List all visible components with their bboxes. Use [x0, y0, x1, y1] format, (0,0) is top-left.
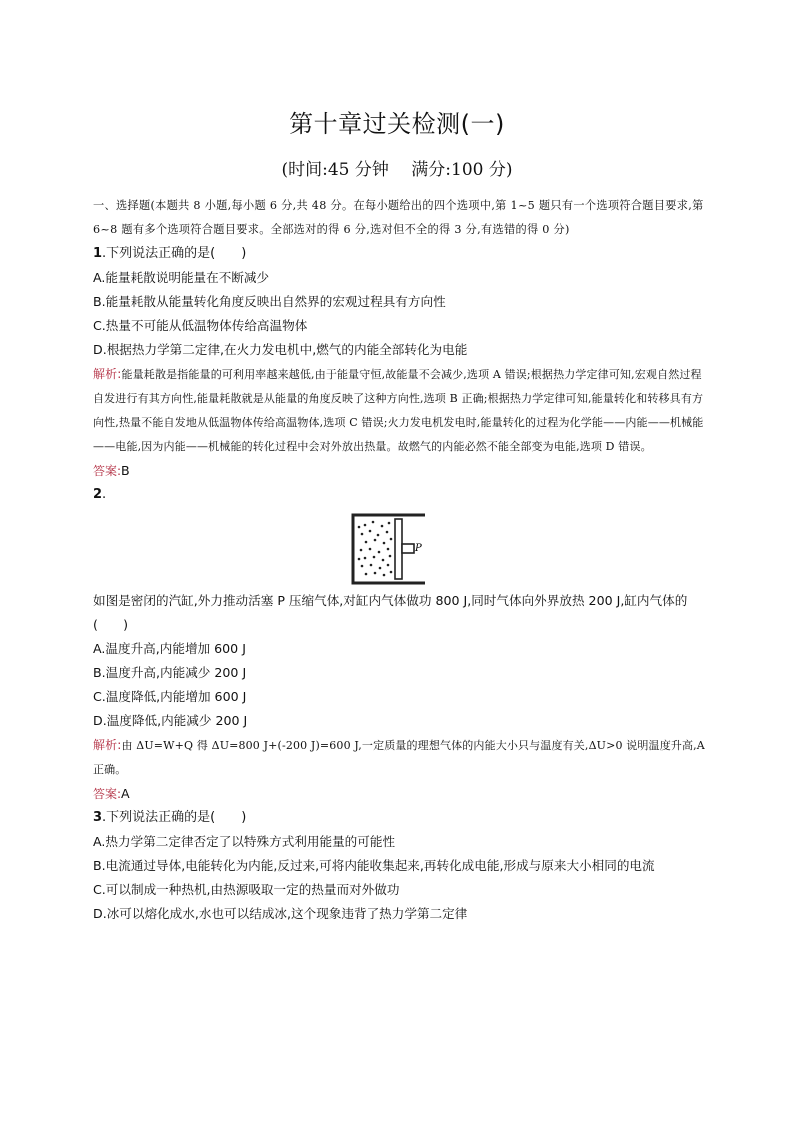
question-3-option-a: A.热力学第二定律否定了以特殊方式利用能量的可能性 — [93, 834, 396, 849]
question-3-number: 3 — [93, 810, 103, 825]
page-title: 第十章过关检测(一) — [289, 110, 505, 138]
document-body — [93, 194, 711, 926]
section-instructions: 一、选择题(本题共 8 小题,每小题 6 分,共 48 分。在每小题给出的四个选项中,第 1~5 题只有一个选项符合题目要求,第 6~8 题有多个选项符合题目要求。全部选对的得 6 分,选对但不全的得 3 分,有选错的得 0 分) — [93, 199, 704, 236]
question-1-text: .下列说法正确的是( ) — [102, 246, 247, 261]
question-1-option-d: D.根据热力学第二定律,在火力发电机中,燃气的内能全部转化为电能 — [93, 342, 468, 357]
explanation-text: 能量耗散是指能量的可利用率越来越低,由于能量守恒,故能量不会减少,选项 A 错误;根据热力学定律可知,宏观自然过程自发进行有其方向性,能量耗散就是从能量的角度反映了这种方向性,选项 B 正确;根据热力学定律可知,能量转化和转移具有方向性,热量不能自发地从低温物体传给高温物体,选项 C 错误;火力发电机发电时,能量转化的过程为化学能——内能——机械能——电能,因为内能——机械能的转化过程中会对外放出热量。故燃气的内能必然不能全部变为电能,选项 D 错误。 — [93, 368, 704, 453]
question-2-text: 如图是密闭的汽缸,外力推动活塞 P 压缩气体,对缸内气体做功 800 J,同时气体向外界放热 200 J,缸内气体的( ) — [93, 593, 688, 632]
question-2-option-b: B.温度升高,内能减少 200 J — [93, 665, 247, 680]
question-2-number: 2 — [93, 487, 103, 502]
page-subtitle: (时间:45 分钟 满分:100 分) — [281, 160, 513, 180]
question-2-option-c: C.温度降低,内能增加 600 J — [93, 689, 247, 704]
question-2 — [93, 483, 711, 806]
question-1-explanation — [93, 362, 711, 459]
question-3 — [93, 806, 711, 926]
question-3-option-c: C.可以制成一种热机,由热源吸取一定的热量而对外做功 — [93, 882, 400, 897]
cylinder-piston-diagram — [351, 513, 429, 585]
question-3-option-b: B.电流通过导体,电能转化为内能,反过来,可将内能收集起来,再转化成电能,形成与原来大小相同的电流 — [93, 858, 655, 873]
question-2-option-d: D.温度降低,内能减少 200 J — [93, 713, 248, 728]
piston-label: P — [415, 543, 422, 554]
question-1-option-c: C.热量不可能从低温物体传给高温物体 — [93, 318, 308, 333]
question-1-option-a: A.能量耗散说明能量在不断减少 — [93, 270, 270, 285]
answer-label: 答案: — [93, 787, 122, 801]
piston — [395, 519, 402, 579]
question-1-number: 1 — [93, 246, 103, 261]
question-2-option-a: A.温度升高,内能增加 600 J — [93, 641, 246, 656]
explanation-label: 解析: — [93, 738, 122, 752]
piston-rod — [402, 544, 414, 553]
explanation-label: 解析: — [93, 367, 122, 381]
question-2-explanation — [93, 733, 711, 782]
question-1-option-b: B.能量耗散从能量转化角度反映出自然界的宏观过程具有方向性 — [93, 294, 446, 309]
question-3-option-d: D.冰可以熔化成水,水也可以结成冰,这个现象违背了热力学第二定律 — [93, 906, 468, 921]
answer-value: B — [121, 463, 130, 478]
question-1-stem — [93, 242, 711, 266]
answer-label: 答案: — [93, 464, 122, 478]
question-1-answer — [93, 459, 711, 483]
question-2-stem-number — [93, 483, 711, 507]
answer-value: A — [121, 786, 130, 801]
explanation-text: 由 ΔU=W+Q 得 ΔU=800 J+(-200 J)=600 J,一定质量的理想气体的内能大小只与温度有关,ΔU>0 说明温度升高,A 正确。 — [93, 739, 705, 776]
question-3-stem — [93, 806, 711, 830]
question-2-number-dot: . — [102, 487, 107, 502]
question-2-answer — [93, 782, 711, 806]
question-1 — [93, 242, 711, 483]
question-3-text: .下列说法正确的是( ) — [102, 810, 247, 825]
gas-particles — [358, 521, 393, 577]
